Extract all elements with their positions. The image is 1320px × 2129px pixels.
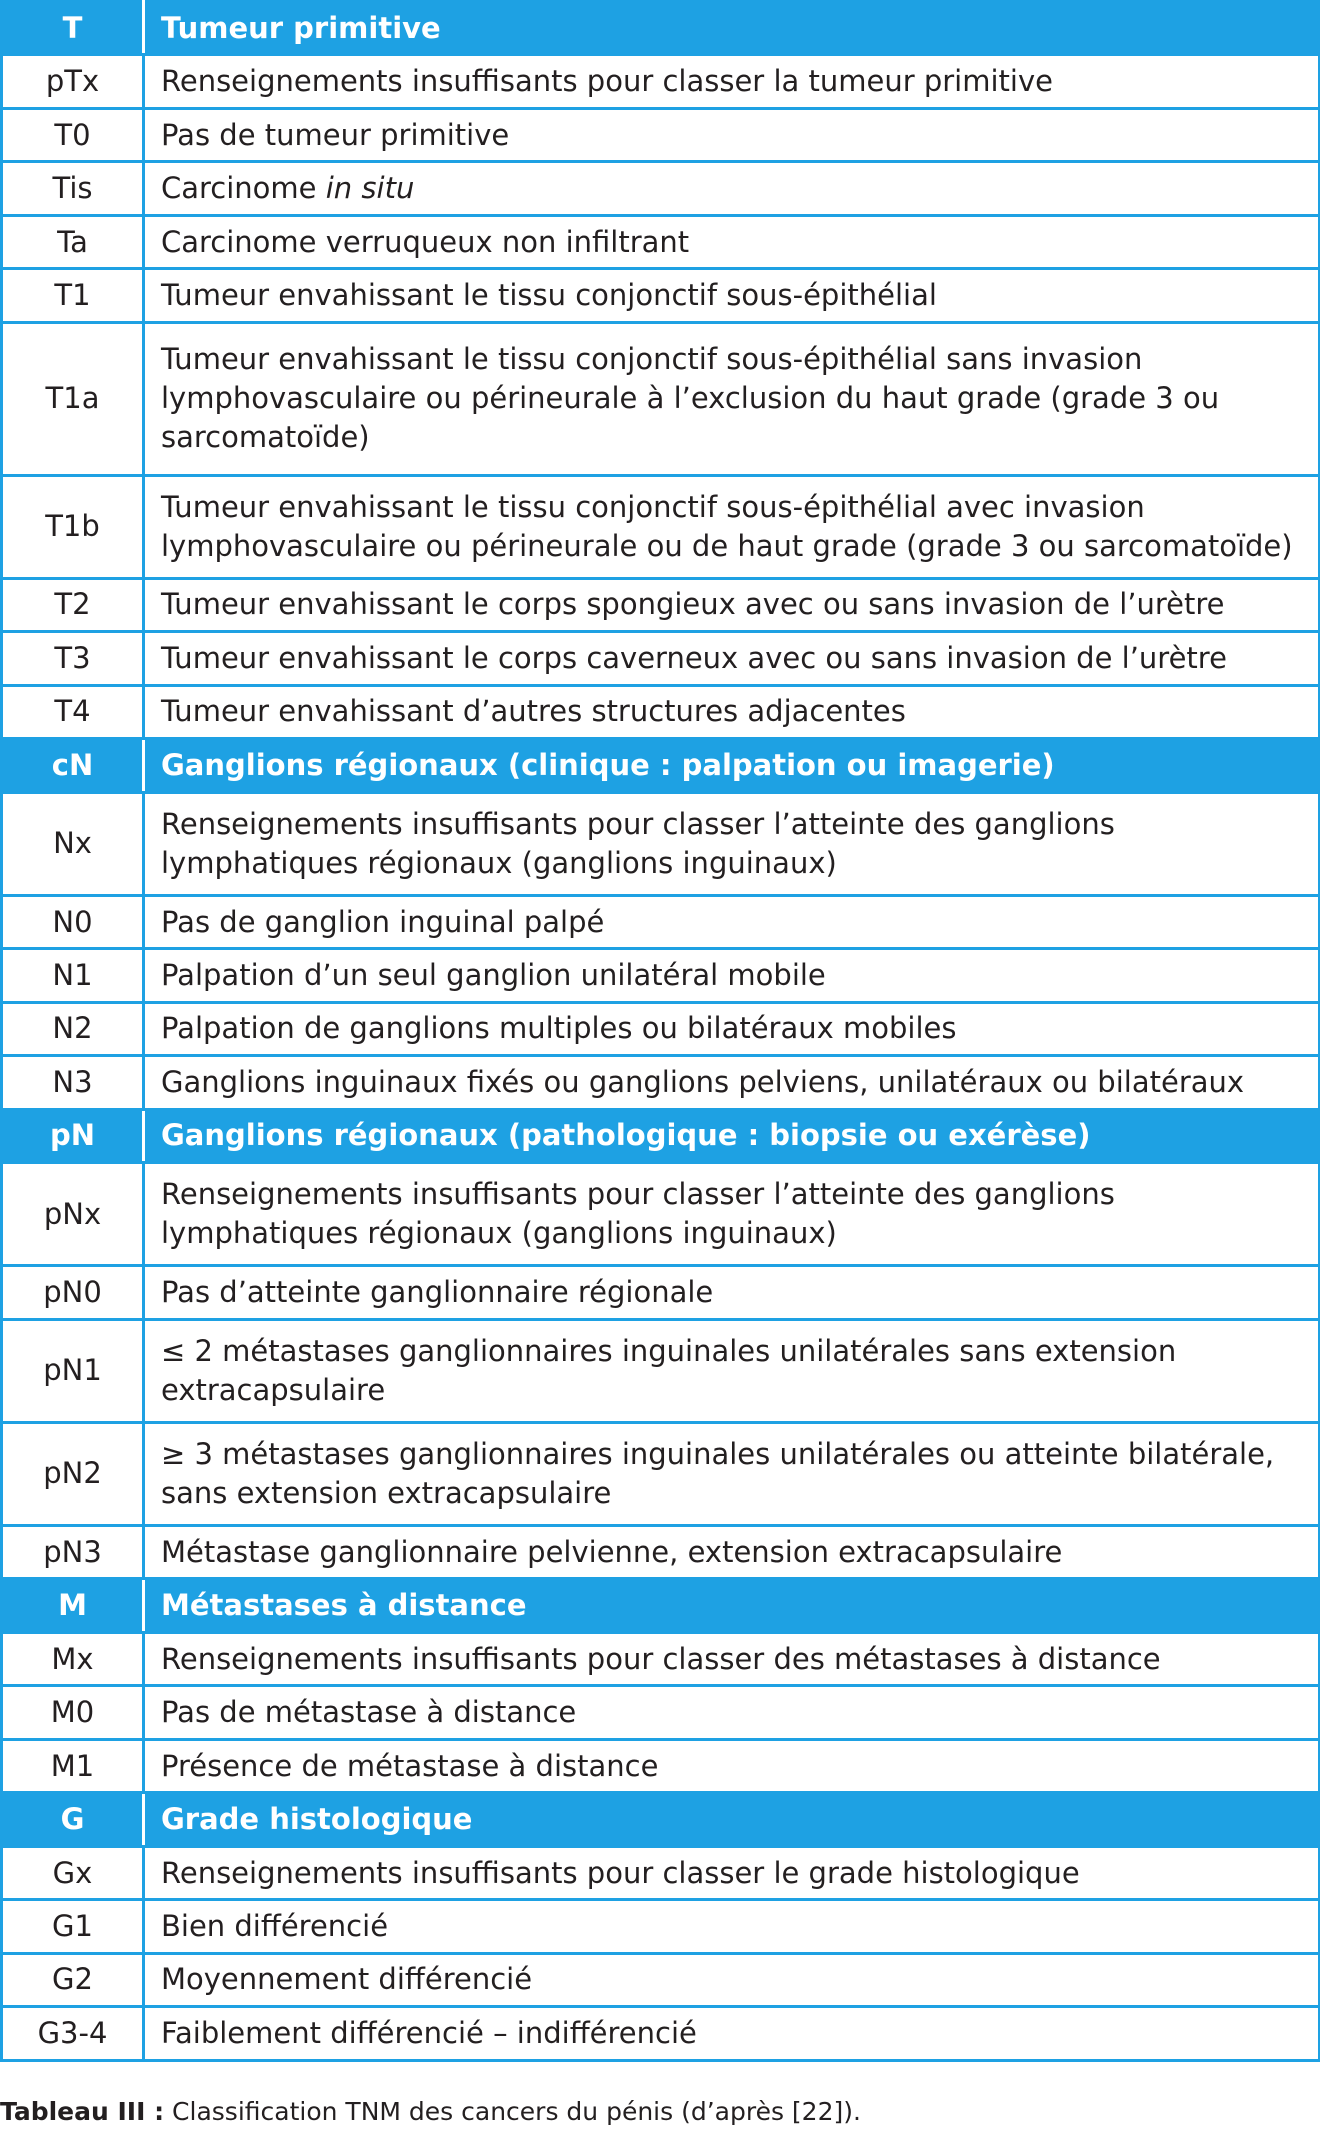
row-description [144,1266,1320,1319]
row-description [144,1846,1320,1899]
row-code: G [2,1793,144,1846]
row-description [144,2,1320,55]
row-description [144,215,1320,268]
table-row [2,949,1320,1002]
description-text: Pas de ganglion inguinal palpé [161,904,605,939]
table-row [2,1056,1320,1109]
row-description [144,1526,1320,1579]
row-code: pN1 [2,1319,144,1422]
table-row [2,55,1320,108]
row-code: G1 [2,1900,144,1953]
row-description [144,739,1320,792]
row-description [144,1632,1320,1685]
row-description [144,949,1320,1002]
description-text: Métastase ganglionnaire pelvienne, extension extracapsulaire [161,1534,1063,1569]
table-row [2,632,1320,685]
description-text: Faiblement différencié – indifférencié [161,2016,697,2051]
description-text: Tumeur envahissant le tissu conjonctif sous-épithélial [161,278,937,313]
row-code: G2 [2,1953,144,2006]
description-text: Pas d’atteinte ganglionnaire régionale [161,1274,714,1309]
table-row [2,1002,1320,1055]
table-row [2,322,1320,475]
description-text: Tumeur primitive [161,10,441,45]
row-code: T [2,2,144,55]
description-text: Renseignements insuffisants pour classer l’atteinte des ganglions lymphatiques régionaux (ganglions inguinaux) [161,1177,1115,1251]
row-code: pN2 [2,1422,144,1525]
table-row [2,1900,1320,1953]
description-text: Renseignements insuffisants pour classer la tumeur primitive [161,64,1053,99]
caption-text: Classification TNM des cancers du pénis (d’après [22]). [164,2097,861,2126]
row-code: M1 [2,1739,144,1792]
table-row [2,1846,1320,1899]
row-description [144,792,1320,895]
row-code: T0 [2,108,144,161]
description-text: ≤ 2 métastases ganglionnaires inguinales unilatérales sans extension extracapsulaire [161,1333,1177,1407]
row-code: G3-4 [2,2007,144,2061]
description-text: Tumeur envahissant le corps caverneux avec ou sans invasion de l’urètre [161,640,1227,675]
row-description [144,55,1320,108]
row-code: pN0 [2,1266,144,1319]
table-row [2,1953,1320,2006]
description-text: Tumeur envahissant le corps spongieux avec ou sans invasion de l’urètre [161,587,1225,622]
row-description [144,632,1320,685]
row-description [144,685,1320,738]
description-text: Renseignements insuffisants pour classer l’atteinte des ganglions lymphatiques régionaux (ganglions inguinaux) [161,806,1115,880]
table-row [2,1739,1320,1792]
row-description [144,108,1320,161]
row-description [144,1422,1320,1525]
table-row [2,1319,1320,1422]
row-code: Tis [2,162,144,215]
table-row [2,108,1320,161]
table-row [2,1266,1320,1319]
row-code: Mx [2,1632,144,1685]
row-code: pTx [2,55,144,108]
description-text: Pas de métastase à distance [161,1695,577,1730]
row-code: T1a [2,322,144,475]
section-header-row [2,1579,1320,1632]
description-text: Renseignements insuffisants pour classer le grade histologique [161,1855,1080,1890]
section-header-row [2,1793,1320,1846]
table-row [2,685,1320,738]
table-row [2,1526,1320,1579]
row-description [144,1163,1320,1266]
description-text: Carcinome [161,171,326,206]
description-text: Grade histologique [161,1802,473,1837]
row-code: N0 [2,895,144,948]
section-header-row [2,2,1320,55]
row-description [144,1056,1320,1109]
table-row [2,2007,1320,2061]
description-text: Ganglions régionaux (clinique : palpation ou imagerie) [161,747,1055,782]
row-description [144,578,1320,631]
row-description [144,475,1320,578]
row-code: N2 [2,1002,144,1055]
description-text: Moyennement différencié [161,1962,533,1997]
description-text: Métastases à distance [161,1588,527,1623]
description-text: Palpation d’un seul ganglion unilatéral mobile [161,957,826,992]
row-code: cN [2,739,144,792]
description-text: Tumeur envahissant d’autres structures adjacentes [161,694,906,729]
description-text: Ganglions inguinaux fixés ou ganglions pelviens, unilatéraux ou bilatéraux [161,1064,1245,1099]
description-text: Bien différencié [161,1909,389,1944]
row-description [144,895,1320,948]
row-description [144,1002,1320,1055]
row-description [144,162,1320,215]
description-italic: in situ [325,171,415,206]
section-header-row [2,739,1320,792]
table-row [2,269,1320,322]
row-code: pN [2,1109,144,1162]
row-description [144,1900,1320,1953]
row-description [144,1953,1320,2006]
description-text: Tumeur envahissant le tissu conjonctif sous-épithélial avec invasion lymphovasculaire ou périneurale ou de haut grade (grade 3 ou sarcomatoïde) [161,489,1293,563]
row-description [144,1109,1320,1162]
row-code: N1 [2,949,144,1002]
table-row [2,475,1320,578]
table-row [2,1686,1320,1739]
section-header-row [2,1109,1320,1162]
row-code: T2 [2,578,144,631]
row-code: M [2,1579,144,1632]
table-body [2,2,1320,2061]
table-caption [0,2096,861,2128]
description-text: Ganglions régionaux (pathologique : biopsie ou exérèse) [161,1118,1091,1153]
table-row [2,215,1320,268]
row-description [144,1686,1320,1739]
row-description [144,269,1320,322]
description-text: Tumeur envahissant le tissu conjonctif sous-épithélial sans invasion lymphovasculaire ou périneurale à l’exclusion du haut grade (grade 3 ou sarcomatoïde) [161,342,1220,455]
caption-label: Tableau III : [0,2097,165,2126]
table-row [2,578,1320,631]
description-text: Présence de métastase à distance [161,1748,659,1783]
row-code: pNx [2,1163,144,1266]
table-row [2,1163,1320,1266]
table-row [2,1422,1320,1525]
row-description [144,1793,1320,1846]
description-text: Renseignements insuffisants pour classer des métastases à distance [161,1641,1161,1676]
table-row [2,792,1320,895]
row-code: T1b [2,475,144,578]
row-description [144,2007,1320,2061]
row-description [144,1739,1320,1792]
table-row [2,1632,1320,1685]
row-description [144,1319,1320,1422]
row-code: Nx [2,792,144,895]
row-code: T3 [2,632,144,685]
row-description [144,322,1320,475]
description-text: ≥ 3 métastases ganglionnaires inguinales unilatérales ou atteinte bilatérale, sans extension extracapsulaire [161,1436,1275,1510]
row-code: Gx [2,1846,144,1899]
row-code: pN3 [2,1526,144,1579]
row-code: M0 [2,1686,144,1739]
table-row [2,162,1320,215]
row-code: N3 [2,1056,144,1109]
row-code: Ta [2,215,144,268]
row-code: T4 [2,685,144,738]
table-row [2,895,1320,948]
description-text: Pas de tumeur primitive [161,117,510,152]
description-text: Palpation de ganglions multiples ou bilatéraux mobiles [161,1011,957,1046]
row-code: T1 [2,269,144,322]
description-text: Carcinome verruqueux non infiltrant [161,224,690,259]
row-description [144,1579,1320,1632]
